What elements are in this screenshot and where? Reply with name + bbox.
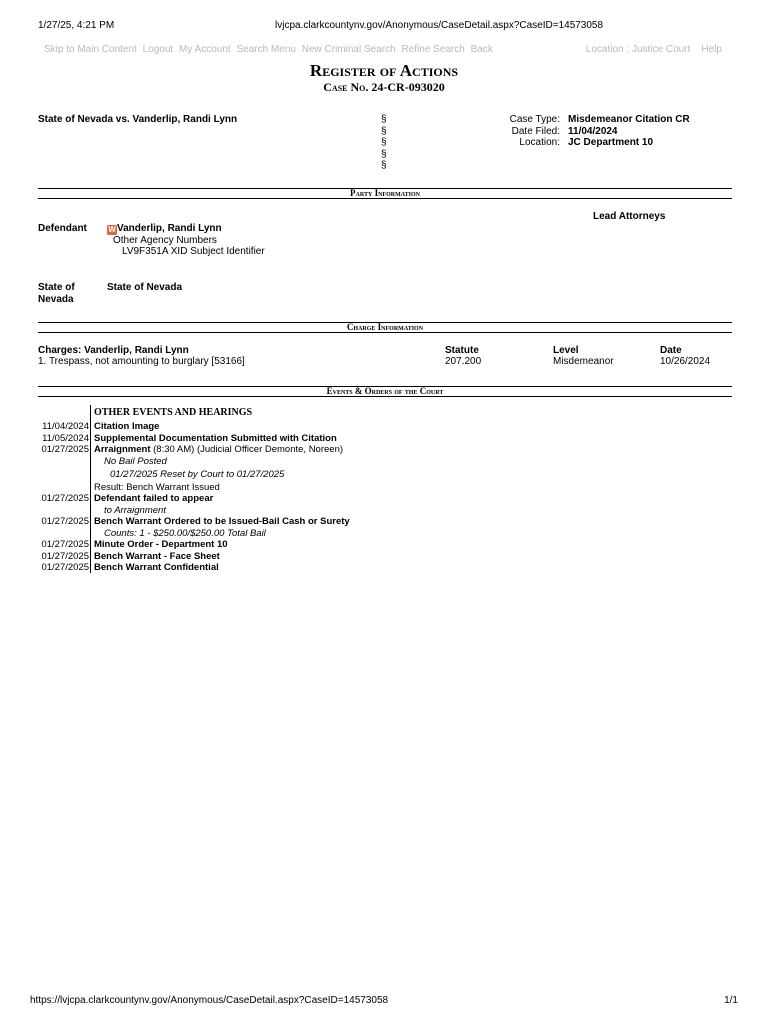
events-title: Events & Orders of the Court <box>326 386 444 396</box>
event-text <box>94 444 343 455</box>
event-text <box>94 493 213 504</box>
section-mark: § <box>381 160 387 171</box>
charge-info-section-header <box>38 322 732 333</box>
nav-logout-link[interactable]: Logout <box>142 44 174 55</box>
footer-page: 1/1 <box>724 995 738 1006</box>
event-text <box>94 551 220 562</box>
event-description[interactable]: Minute Order - Department 10 <box>94 539 228 550</box>
footer-url: https://lvjcpa.clarkcountynv.gov/Anonymous/CaseDetail.aspx?CaseID=14573058 <box>30 995 389 1006</box>
event-date: 01/27/2025 <box>41 550 89 562</box>
warrant-badge-icon: W <box>108 225 116 234</box>
nav-skip-link[interactable]: Skip to Main Content <box>44 44 137 55</box>
nav-my-account-link[interactable]: My Account <box>178 44 231 55</box>
party-info-section-header <box>38 188 732 199</box>
location-label: Location: <box>519 137 560 148</box>
event-date: 01/27/2025 <box>41 539 89 550</box>
state-party-name: State of Nevada <box>107 282 183 293</box>
event-description: No Bail Posted <box>104 455 167 467</box>
case-type-value: Misdemeanor Citation CR <box>568 114 690 125</box>
nav-new-criminal-search-link[interactable]: New Criminal Search <box>301 44 396 55</box>
statute-header: Statute <box>445 345 479 356</box>
event-description[interactable]: Bench Warrant - Face Sheet <box>94 550 220 562</box>
case-labels <box>470 114 560 149</box>
event-date: 01/27/2025 <box>41 493 89 504</box>
section-marks <box>381 114 387 172</box>
lead-attorneys-header: Lead Attorneys <box>593 211 666 222</box>
case-number: Case No. 24-CR-093020 <box>323 80 445 94</box>
event-date: 01/27/2025 <box>41 444 89 455</box>
nav-search-menu-link[interactable]: Search Menu <box>236 44 296 55</box>
event-date: 11/05/2024 <box>42 432 89 444</box>
print-url: lvjcpa.clarkcountynv.gov/Anonymous/CaseDetail.aspx?CaseID=14573058 <box>275 20 604 31</box>
date-filed-label: Date Filed: <box>511 125 560 137</box>
defendant-name[interactable]: Vanderlip, Randi Lynn <box>117 223 222 234</box>
event-description: Counts: 1 - $250.00/$250.00 Total Bail <box>104 527 266 539</box>
section-mark: § <box>381 125 387 137</box>
events-subheader: OTHER EVENTS AND HEARINGS <box>94 407 253 418</box>
event-text <box>104 528 266 539</box>
date-filed-value: 11/04/2024 <box>568 125 618 137</box>
event-text <box>94 516 350 527</box>
other-agency-label: Other Agency Numbers <box>113 235 217 246</box>
page-title: Register of Actions <box>309 61 459 80</box>
charge-description: 1. Trespass, not amounting to burglary [53166] <box>38 356 245 367</box>
event-description[interactable]: Supplemental Documentation Submitted with Citation <box>94 432 337 444</box>
event-description: 01/27/2025 Reset by Court to 01/27/2025 <box>110 469 285 480</box>
event-text <box>94 421 159 432</box>
event-text <box>94 433 337 444</box>
event-text <box>94 539 228 550</box>
event-text <box>94 562 219 573</box>
charge-statute: 207.200 <box>445 356 482 367</box>
date-header: Date <box>660 345 682 356</box>
agency-identifier: LV9F351A XID Subject Identifier <box>122 246 265 257</box>
event-text <box>104 505 166 516</box>
section-mark: § <box>381 137 387 148</box>
section-mark: § <box>381 148 387 160</box>
event-description: to Arraignment <box>104 504 166 516</box>
charge-info-title: Charge Information <box>346 322 424 332</box>
event-description[interactable]: Bench Warrant Confidential <box>94 562 219 573</box>
case-values <box>568 114 690 149</box>
event-details: (8:30 AM) (Judicial Officer Demonte, Noreen) <box>150 444 344 455</box>
event-description[interactable]: Citation Image <box>94 421 160 432</box>
case-type-label: Case Type: <box>509 114 560 125</box>
print-datetime: 1/27/25, 4:21 PM <box>38 20 115 31</box>
party-info-title: Party Information <box>350 188 420 198</box>
nav-help-link[interactable]: Help <box>701 44 722 55</box>
event-description[interactable]: Defendant failed to appear <box>94 493 214 504</box>
level-header: Level <box>553 345 579 356</box>
nav-links <box>44 44 496 55</box>
event-text <box>94 482 220 493</box>
event-text <box>104 456 167 467</box>
events-divider <box>90 405 91 573</box>
nav-back-link[interactable]: Back <box>470 44 493 55</box>
state-party-label <box>38 282 75 305</box>
event-date: 11/04/2024 <box>42 421 89 432</box>
event-description[interactable]: Bench Warrant Ordered to be Issued-Bail Cash or Surety <box>94 516 350 527</box>
nav-right <box>586 44 722 55</box>
charge-level: Misdemeanor <box>553 356 614 367</box>
event-date: 01/27/2025 <box>41 516 89 527</box>
charges-label: Charges: Vanderlip, Randi Lynn <box>38 345 189 356</box>
event-text <box>110 469 284 480</box>
events-section-header <box>38 386 732 397</box>
state-label-line1: State of <box>38 282 75 293</box>
case-style: State of Nevada vs. Vanderlip, Randi Lynn <box>38 114 238 125</box>
location-value: JC Department 10 <box>568 137 654 148</box>
defendant-label: Defendant <box>38 223 87 234</box>
nav-refine-search-link[interactable]: Refine Search <box>401 44 465 55</box>
defendant-block <box>107 223 265 257</box>
state-label-line2: Nevada <box>38 293 74 305</box>
section-mark: § <box>381 114 387 125</box>
event-date: 01/27/2025 <box>41 562 89 573</box>
nav-location: Location : Justice Court <box>585 44 691 55</box>
charge-date: 10/26/2024 <box>660 356 711 367</box>
event-description: Result: Bench Warrant Issued <box>94 481 220 493</box>
event-description[interactable]: Arraignment <box>94 444 151 455</box>
